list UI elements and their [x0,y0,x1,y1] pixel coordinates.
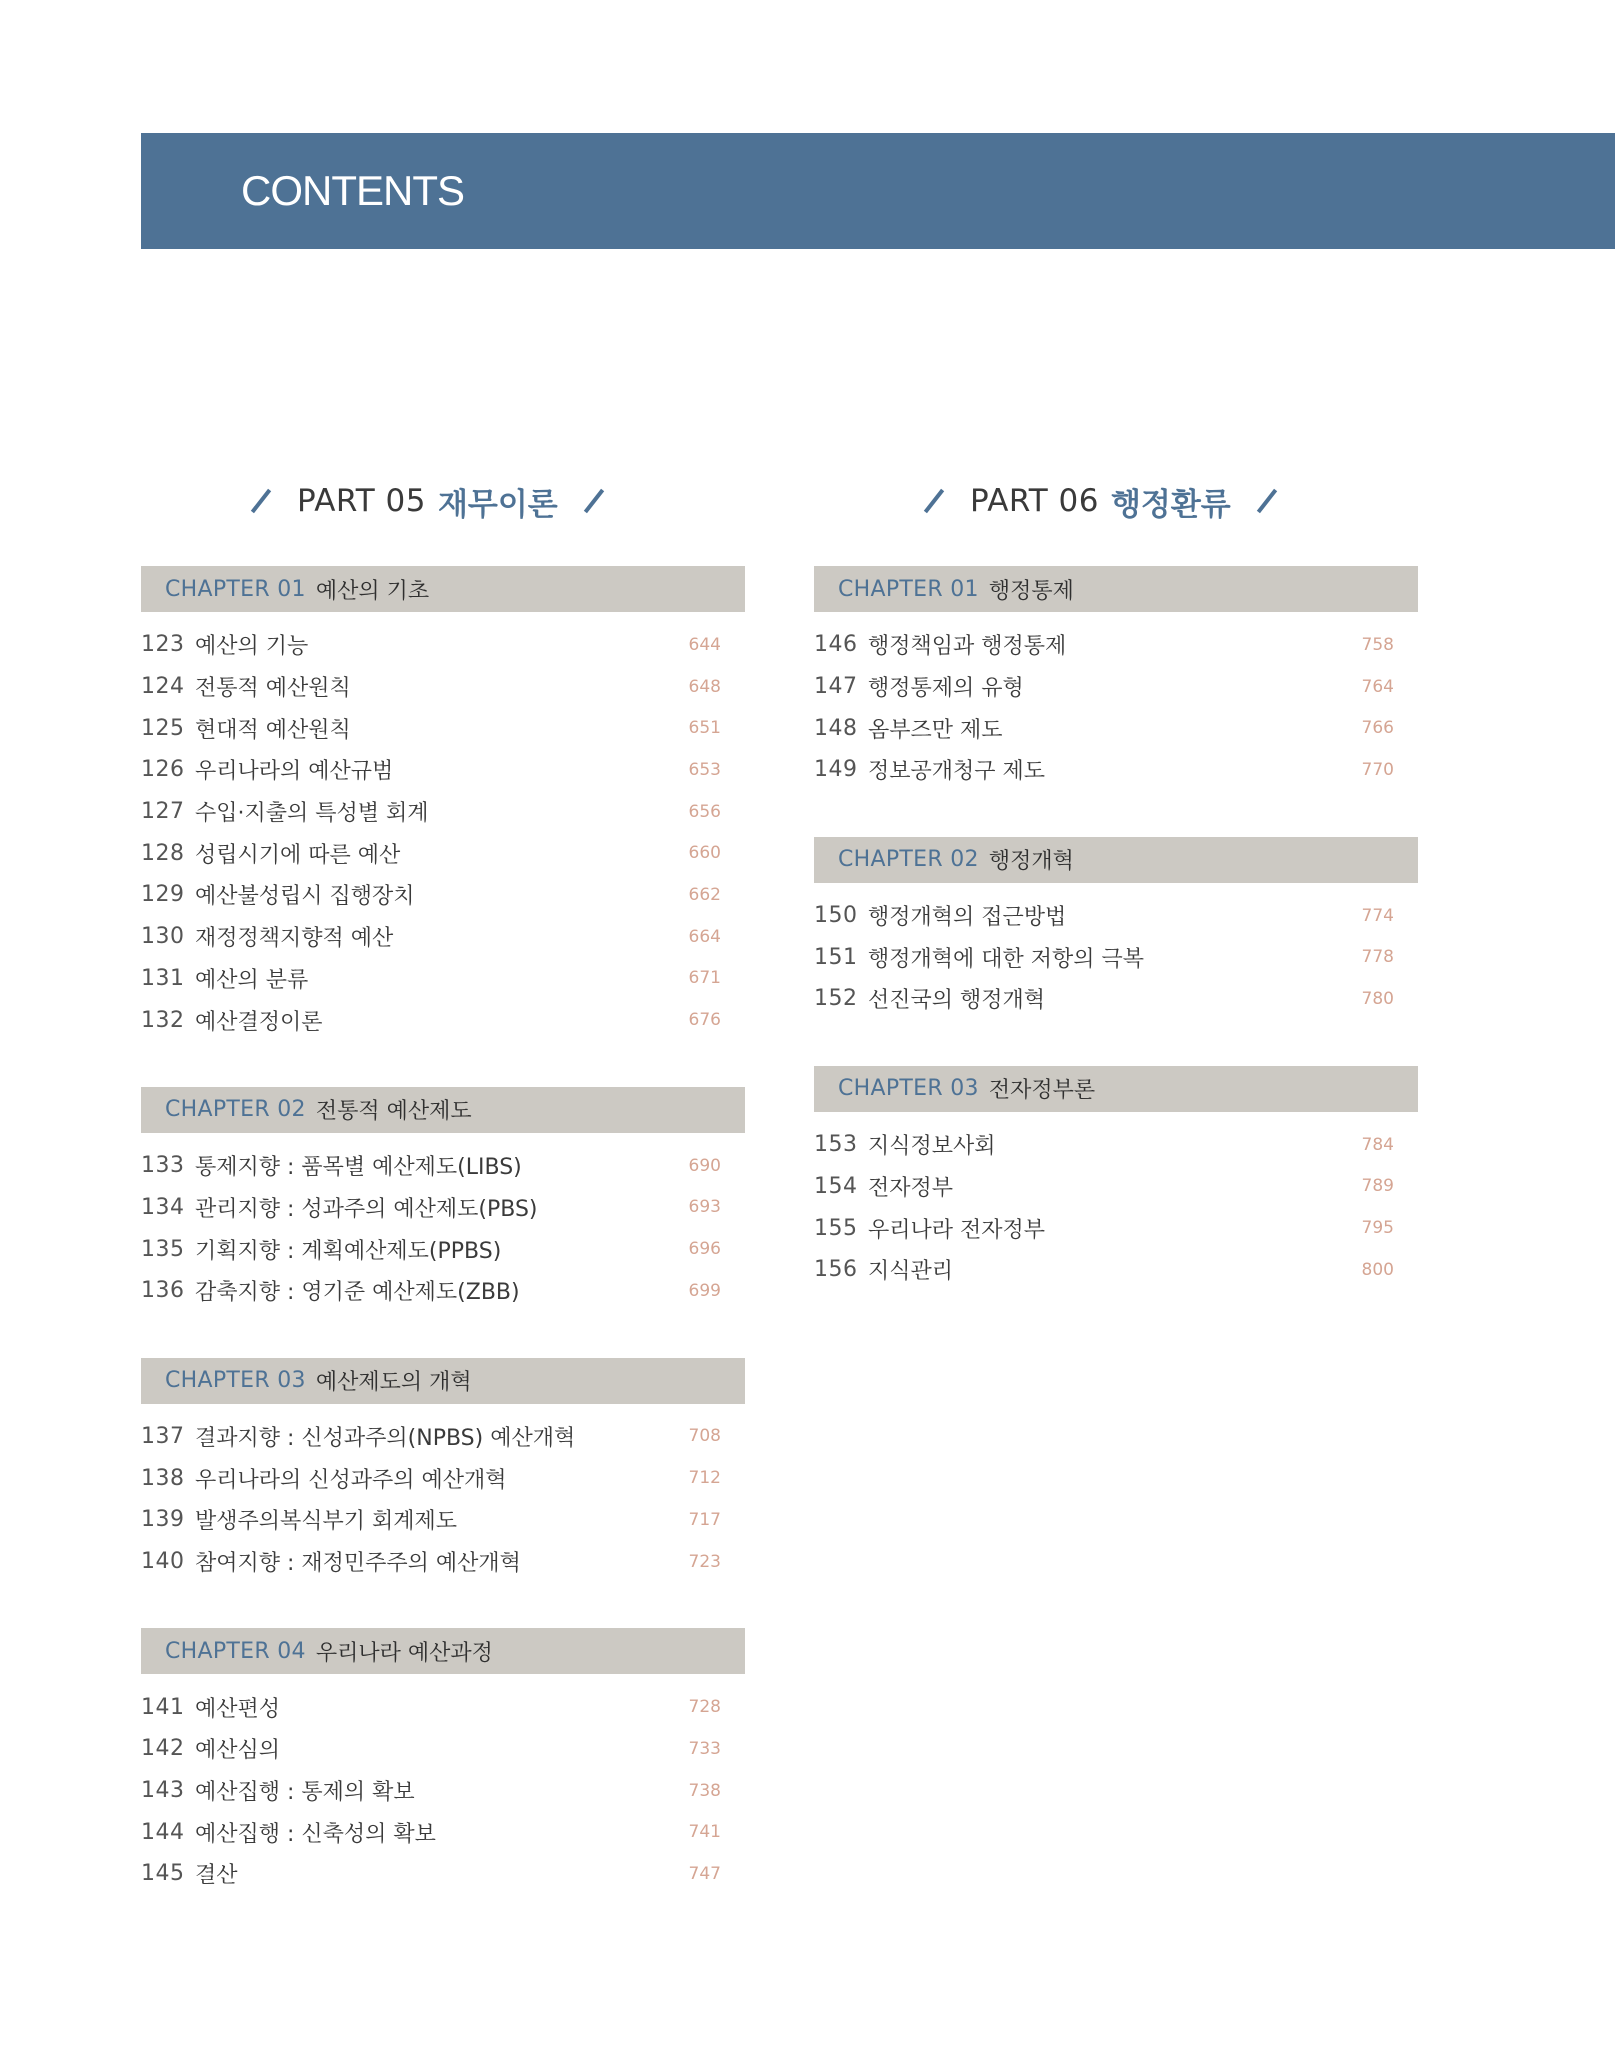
entry-title: 선진국의 행정개혁 [868,988,1046,1014]
toc-entry [141,916,745,958]
chapter-section [141,1628,745,1894]
entry-number: 137 [141,1423,185,1449]
entry-title: 전통적 예산원칙 [195,676,351,702]
toc-entry [814,978,1418,1020]
entry-number: 141 [141,1694,185,1720]
entry-page: 651 [688,718,721,739]
chapter-title: 전자정부론 [988,1078,1096,1104]
entry-title: 참여지향 : 재정민주주의 예산개혁 [195,1551,521,1577]
chapter-section [814,1066,1418,1291]
toc-entry [141,1728,745,1770]
slash-icon [1257,489,1277,514]
entry-page: 784 [1361,1134,1394,1155]
toc-entry [141,1853,745,1895]
entry-page: 671 [688,968,721,989]
entry-page: 644 [688,634,721,655]
entry-title: 행정책임과 행정통제 [868,634,1067,660]
entry-page: 764 [1361,676,1394,697]
entry-title: 관리지향 : 성과주의 예산제도(PBS) [195,1196,538,1222]
entry-title: 우리나라 전자정부 [868,1217,1046,1243]
part-label: PART 06 [970,483,1099,519]
entry-page: 778 [1361,947,1394,968]
part-name: 재무이론 [437,486,558,523]
entry-page: 747 [688,1863,721,1884]
toc-entry [141,1457,745,1499]
entry-list [141,1404,745,1583]
entry-title: 옴부즈만 제도 [868,717,1003,743]
toc-entry [141,1770,745,1812]
entry-title: 우리나라의 신성과주의 예산개혁 [195,1467,507,1493]
chapter-number: CHAPTER 03 [838,1076,979,1102]
entry-page: 795 [1361,1218,1394,1239]
entry-title: 재정정책지향적 예산 [195,926,394,952]
entry-list [814,1112,1418,1291]
entry-title: 예산불성립시 집행장치 [195,884,415,910]
chapter-number: CHAPTER 02 [838,847,979,873]
toc-entry [141,1686,745,1728]
toc-entry [141,1416,745,1458]
entry-title: 예산편성 [195,1696,281,1722]
chapter-number: CHAPTER 01 [838,576,979,602]
entry-title: 지식관리 [868,1259,954,1285]
entry-title: 예산의 분류 [195,967,309,993]
toc-entry [141,791,745,833]
entry-page: 656 [688,801,721,822]
entry-list [814,612,1418,791]
entry-title: 성립시기에 따른 예산 [195,842,401,868]
toc-entry [141,999,745,1041]
entry-number: 139 [141,1507,185,1533]
entry-title: 감축지향 : 영기준 예산제도(ZBB) [195,1280,520,1306]
entry-page: 653 [688,759,721,780]
entry-number: 146 [814,632,858,658]
entry-title: 발생주의복식부기 회계제도 [195,1509,458,1535]
chapter-section [141,1087,745,1312]
entry-page: 660 [688,843,721,864]
entry-number: 151 [814,944,858,970]
entry-title: 행정통제의 유형 [868,676,1024,702]
part-heading [898,476,1303,526]
toc-entry [814,707,1418,749]
part-05-column [141,566,745,1941]
chapter-header [814,1066,1418,1112]
entry-title: 정보공개청구 제도 [868,759,1046,785]
entry-number: 136 [141,1278,185,1304]
contents-banner [141,133,1615,249]
entry-number: 152 [814,986,858,1012]
chapter-title: 전통적 예산제도 [315,1099,472,1125]
entry-number: 124 [141,674,185,700]
entry-number: 127 [141,799,185,825]
toc-entry [814,624,1418,666]
chapter-title: 예산제도의 개혁 [315,1370,472,1396]
chapter-title: 행정개혁 [988,849,1074,875]
toc-entry [141,832,745,874]
entry-page: 717 [688,1509,721,1530]
toc-entry [141,707,745,749]
chapter-header [141,1358,745,1404]
toc-entry [141,1499,745,1541]
entry-title: 결산 [195,1863,238,1889]
entry-title: 행정개혁에 대한 저항의 극복 [868,946,1145,972]
entry-number: 138 [141,1465,185,1491]
chapter-title: 행정통제 [988,578,1074,604]
chapter-number: CHAPTER 01 [165,576,306,602]
entry-title: 예산결정이론 [195,1009,323,1035]
entry-number: 132 [141,1007,185,1033]
chapter-title: 예산의 기초 [315,578,430,604]
entry-list [141,612,745,1041]
entry-title: 우리나라의 예산규범 [195,759,394,785]
entry-page: 758 [1361,634,1394,655]
entry-title: 수입·지출의 특성별 회계 [195,801,429,827]
entry-page: 662 [688,884,721,905]
toc-entry [141,1811,745,1853]
entry-title: 지식정보사회 [868,1134,996,1160]
entry-number: 126 [141,757,185,783]
toc-entry [141,1228,745,1270]
entry-title: 현대적 예산원칙 [195,717,351,743]
toc-entry [141,1187,745,1229]
entry-number: 155 [814,1215,858,1241]
toc-entry [814,1207,1418,1249]
entry-number: 143 [141,1778,185,1804]
entry-page: 733 [688,1738,721,1759]
entry-page: 690 [688,1155,721,1176]
entry-number: 147 [814,674,858,700]
toc-entry [141,666,745,708]
chapter-header [814,837,1418,883]
toc-entry [141,624,745,666]
toc-entry [814,1166,1418,1208]
entry-title: 전자정부 [868,1175,954,1201]
entry-page: 696 [688,1239,721,1260]
entry-title: 행정개혁의 접근방법 [868,905,1067,931]
entry-number: 129 [141,882,185,908]
toc-entry [814,1249,1418,1291]
entry-number: 135 [141,1236,185,1262]
entry-number: 142 [141,1736,185,1762]
entry-number: 144 [141,1819,185,1845]
entry-number: 154 [814,1173,858,1199]
entry-page: 774 [1361,905,1394,926]
chapter-section [141,1358,745,1583]
entry-page: 699 [688,1280,721,1301]
entry-number: 140 [141,1549,185,1575]
slash-icon [924,489,944,514]
entry-number: 145 [141,1861,185,1887]
entry-title: 예산집행 : 신축성의 확보 [195,1821,436,1847]
entry-page: 676 [688,1010,721,1031]
chapter-section [814,566,1418,791]
entry-title: 결과지향 : 신성과주의(NPBS) 예산개혁 [195,1425,576,1451]
toc-entry [141,958,745,1000]
slash-icon [251,489,271,514]
toc-entry [141,1270,745,1312]
entry-title: 예산심의 [195,1738,281,1764]
chapter-number: CHAPTER 03 [165,1368,306,1394]
slash-icon [584,489,604,514]
entry-title: 기획지향 : 계획예산제도(PPBS) [195,1238,502,1264]
entry-number: 148 [814,715,858,741]
entry-page: 770 [1361,759,1394,780]
entry-number: 153 [814,1132,858,1158]
entry-page: 712 [688,1468,721,1489]
entry-page: 766 [1361,718,1394,739]
entry-list [141,1674,745,1894]
toc-entry [814,666,1418,708]
entry-title: 통제지향 : 품목별 예산제도(LIBS) [195,1155,522,1181]
toc-entry [814,1124,1418,1166]
toc-entry [814,936,1418,978]
entry-number: 131 [141,965,185,991]
entry-page: 693 [688,1197,721,1218]
entry-page: 728 [688,1697,721,1718]
entry-number: 149 [814,757,858,783]
entry-list [814,883,1418,1020]
entry-page: 723 [688,1551,721,1572]
page-title: CONTENTS [241,167,464,214]
entry-number: 125 [141,715,185,741]
entry-page: 648 [688,676,721,697]
chapter-number: CHAPTER 02 [165,1097,306,1123]
chapter-header [814,566,1418,612]
toc-entry [814,895,1418,937]
entry-number: 123 [141,632,185,658]
chapter-number: CHAPTER 04 [165,1638,306,1664]
entry-page: 664 [688,926,721,947]
chapter-section [141,566,745,1041]
toc-entry [141,874,745,916]
chapter-header [141,1087,745,1133]
toc-entry [141,1145,745,1187]
entry-page: 708 [688,1426,721,1447]
chapter-header [141,566,745,612]
entry-page: 738 [688,1780,721,1801]
entry-list [141,1133,745,1312]
entry-number: 134 [141,1194,185,1220]
entry-page: 741 [688,1822,721,1843]
chapter-header [141,1628,745,1674]
toc-entry [141,749,745,791]
toc-entry [141,1541,745,1583]
entry-number: 150 [814,903,858,929]
entry-page: 800 [1361,1259,1394,1280]
toc-entry [814,749,1418,791]
part-name: 행정환류 [1110,486,1231,523]
entry-title: 예산집행 : 통제의 확보 [195,1780,415,1806]
part-06-column [814,566,1418,1337]
entry-number: 133 [141,1153,185,1179]
entry-page: 789 [1361,1176,1394,1197]
part-label: PART 05 [297,483,426,519]
part-heading [225,476,630,526]
chapter-section [814,837,1418,1020]
entry-number: 128 [141,840,185,866]
entry-number: 130 [141,924,185,950]
entry-page: 780 [1361,988,1394,1009]
entry-title: 예산의 기능 [195,634,309,660]
chapter-title: 우리나라 예산과정 [315,1640,493,1666]
entry-number: 156 [814,1257,858,1283]
